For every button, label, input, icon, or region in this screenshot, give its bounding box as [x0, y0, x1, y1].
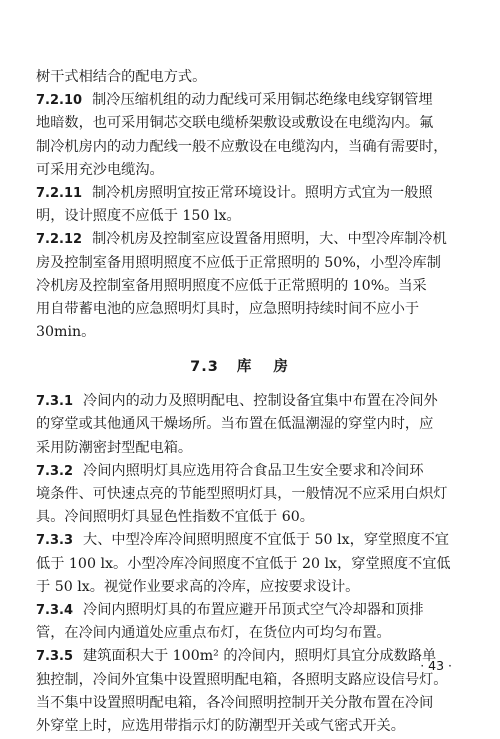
paragraph-line: 当不集中设置照明配电箱，各冷间照明控制开关分散布置在冷间 [36, 694, 434, 711]
paragraph-text: 制冷机房照明宜按正常环境设计。照明方式宜为一般照 [92, 184, 433, 201]
paragraph-text: 建筑面积大于 100m² 的冷间内，照明灯具宜分成数路单 [83, 648, 437, 665]
paragraph-text: 冷间内照明灯具的布置应避开吊顶式空气冷却器和顶排 [83, 601, 424, 618]
paragraph-line [36, 460, 464, 483]
paragraph-line [36, 228, 464, 251]
paragraph-text: 冷间内照明灯具应选用符合食品卫生安全要求和冷间环 [83, 462, 424, 479]
clause-number: 7.3.5 [36, 649, 74, 665]
page-number: · 43 · [420, 658, 452, 673]
paragraph-text: 冷间内的动力及照明配电、控制设备宜集中布置在冷间外 [83, 393, 438, 410]
paragraph-line: 明，设计照度不应低于 150 lx。 [36, 208, 241, 225]
paragraph-line: 独控制，冷间外宜集中设置照明配电箱，各照明支路应设信号灯。 [36, 671, 448, 688]
paragraph-line: 树干式相结合的配电方式。 [36, 69, 207, 85]
clause-number: 7.2.10 [36, 93, 83, 109]
section-number: 7.3 [190, 359, 219, 376]
paragraph-line: 于 50 lx。视觉作业要求高的冷库，应按要求设计。 [36, 578, 360, 595]
paragraph-line: 制冷机房内的动力配线一般不应敷设在电缆沟内，当确有需要时， [36, 138, 448, 155]
paragraph-line: 地暗数，也可采用铜芯交联电缆桥架敷设或敷设在电缆沟内。氟 [36, 115, 434, 132]
clause-number: 7.3.4 [36, 602, 74, 618]
paragraph-line [36, 89, 464, 112]
paragraph-text: 制冷压缩机组的动力配线可采用铜芯绝缘电线穿钢管埋 [92, 92, 433, 109]
paragraph-line: 境条件、可快速点亮的节能型照明灯具，一般情况不应采用白炽灯 [36, 486, 448, 502]
clause-number: 7.2.12 [36, 232, 83, 248]
paragraph-line: 具。冷间照明灯具显色性指数不宜低于 60。 [36, 509, 314, 526]
section-heading [36, 344, 464, 390]
paragraph-line: 采用防潮密封型配电箱。 [36, 439, 193, 456]
paragraph-line: 冷机房及控制室备用照明照度不应低于正常照明的 10%。当采 [36, 277, 427, 294]
clause-number: 7.2.11 [36, 185, 83, 201]
section-title: 库房 [236, 359, 310, 376]
paragraph-line: 可采用充沙电缆沟。 [36, 161, 164, 178]
paragraph-line [36, 645, 464, 668]
paragraph-line: 30min。 [36, 324, 96, 341]
clause-number: 7.3.1 [36, 394, 74, 410]
paragraph-line: 房及控制室备用照明照度不应低于正常照明的 50%，小型冷库制 [36, 254, 441, 271]
paragraph-line: 管，在冷间内通道处应重点布灯，在货位内可均匀布置。 [36, 625, 391, 642]
clause-number: 7.3.3 [36, 533, 74, 549]
paragraph-text: 大、中型冷库冷间照明照度不宜低于 50 lx，穿堂照度不宜 [83, 532, 449, 549]
paragraph-line [36, 182, 464, 205]
paragraph-line: 低于 100 lx。小型冷库冷间照度不宜低于 20 lx，穿堂照度不宜低 [36, 555, 451, 572]
paragraph-line: 用自带蓄电池的应急照明灯具时，应急照明持续时间不应小于 [36, 300, 420, 317]
paragraph-text: 制冷机房及控制室应设置备用照明，大、中型冷库制冷机 [92, 231, 447, 248]
paragraph-line [36, 529, 464, 552]
paragraph-line: 外穿堂上时，应选用带指示灯的防潮型开关或气密式开关。 [36, 717, 405, 734]
paragraph-line [36, 390, 464, 413]
paragraph-line: 的穿堂或其他通风干燥场所。当布置在低温潮湿的穿堂内时，应 [36, 416, 434, 433]
paragraph-line [36, 599, 464, 622]
clause-number: 7.3.2 [36, 463, 74, 479]
